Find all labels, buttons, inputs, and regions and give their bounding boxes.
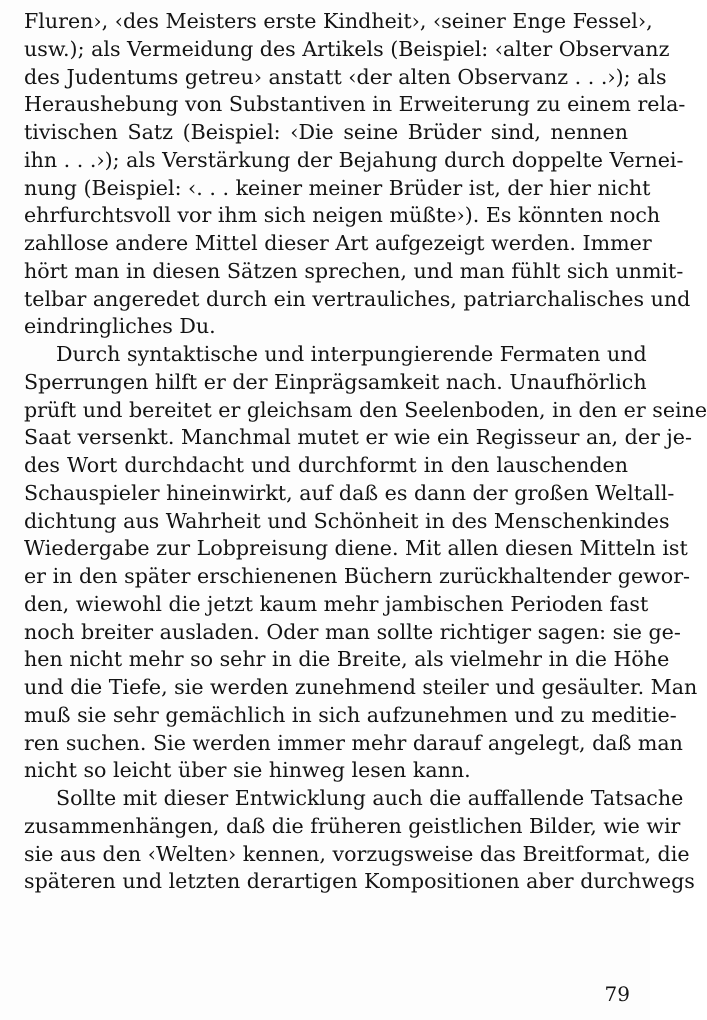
text-line: zahllose andere Mittel dieser Art aufgezeigt werden. Immer bbox=[24, 231, 652, 255]
paragraph-2 bbox=[24, 341, 707, 785]
text-line: Durch syntaktische und interpungierende Fermaten und bbox=[56, 342, 647, 366]
text-line: hen nicht mehr so sehr in die Breite, als vielmehr in die Höhe bbox=[24, 647, 670, 672]
text-line: noch breiter ausladen. Oder man sollte richtiger sagen: sie ge- bbox=[24, 619, 681, 644]
text-line: Wiedergabe zur Lobpreisung diene. Mit allen diesen Mitteln ist bbox=[24, 536, 688, 561]
text-line: des Wort durchdacht und durchformt in den lauschenden bbox=[24, 453, 628, 477]
text-line: ren suchen. Sie werden immer mehr darauf angelegt, daß man bbox=[24, 730, 683, 755]
text-line: Fluren›, ‹des Meisters erste Kindheit›, ‹seiner Enge Fessel›, bbox=[24, 9, 653, 33]
text-line: Heraushebung von Substantiven in Erweiterung zu einem rela- bbox=[24, 92, 686, 117]
text-line: nicht so leicht über sie hinweg lesen kann. bbox=[24, 758, 471, 783]
page-number: 79 bbox=[604, 982, 630, 1006]
text-line: usw.); als Vermeidung des Artikels (Beispiel: ‹alter Observanz bbox=[24, 36, 670, 61]
text-line: dichtung aus Wahrheit und Schönheit in des Menschenkindes bbox=[24, 508, 670, 533]
text-line: hört man in diesen Sätzen sprechen, und man fühlt sich unmit- bbox=[24, 258, 684, 283]
text-line: muß sie sehr gemächlich in sich aufzunehmen und zu meditie- bbox=[24, 702, 677, 727]
text-line: nung (Beispiel: ‹. . . keiner meiner Brüder ist, der hier nicht bbox=[24, 175, 651, 200]
text-line: ehrfurchtsvoll vor ihm sich neigen müßte›). Es könnten noch bbox=[24, 203, 661, 228]
text-line: und die Tiefe, sie werden zunehmend steiler und gesäulter. Man bbox=[24, 675, 698, 699]
text-line: ihn . . .›); als Verstärkung der Bejahung durch doppelte Vernei- bbox=[24, 147, 684, 172]
text-line: sie aus den ‹Welten› kennen, vorzugsweise das Breitformat, die bbox=[24, 841, 690, 866]
text-line: prüft und bereitet er gleichsam den Seelenboden, in den er seine bbox=[24, 397, 707, 422]
text-line: Sollte mit dieser Entwicklung auch die auffallende Tatsache bbox=[56, 786, 684, 810]
text-line: späteren und letzten derartigen Kompositionen aber durchwegs bbox=[24, 869, 695, 894]
text-line: Saat versenkt. Manchmal mutet er wie ein Regisseur an, der je- bbox=[24, 425, 692, 450]
paragraph-1 bbox=[24, 8, 691, 341]
text-line: Sperrungen hilft er der Einprägsamkeit nach. Unaufhörlich bbox=[24, 369, 647, 394]
body-text bbox=[24, 8, 707, 896]
text-line: er in den später erschienenen Büchern zurückhaltender gewor- bbox=[24, 564, 690, 588]
text-line: den, wiewohl die jetzt kaum mehr jambischen Perioden fast bbox=[24, 591, 649, 616]
text-line: zusammenhängen, daß die früheren geistlichen Bilder, wie wir bbox=[24, 813, 681, 838]
text-line: tivischen Satz (Beispiel: ‹Die seine Brüder sind, nennen bbox=[24, 120, 628, 144]
paragraph-3 bbox=[24, 785, 695, 896]
text-line: telbar angeredet durch ein vertrauliches, patriarchalisches und bbox=[24, 286, 691, 311]
text-line: eindringliches Du. bbox=[24, 314, 216, 339]
text-line: des Judentums getreu› anstatt ‹der alten Observanz . . .›); als bbox=[24, 64, 667, 89]
text-line: Schauspieler hineinwirkt, auf daß es dann der großen Weltall- bbox=[24, 480, 675, 505]
